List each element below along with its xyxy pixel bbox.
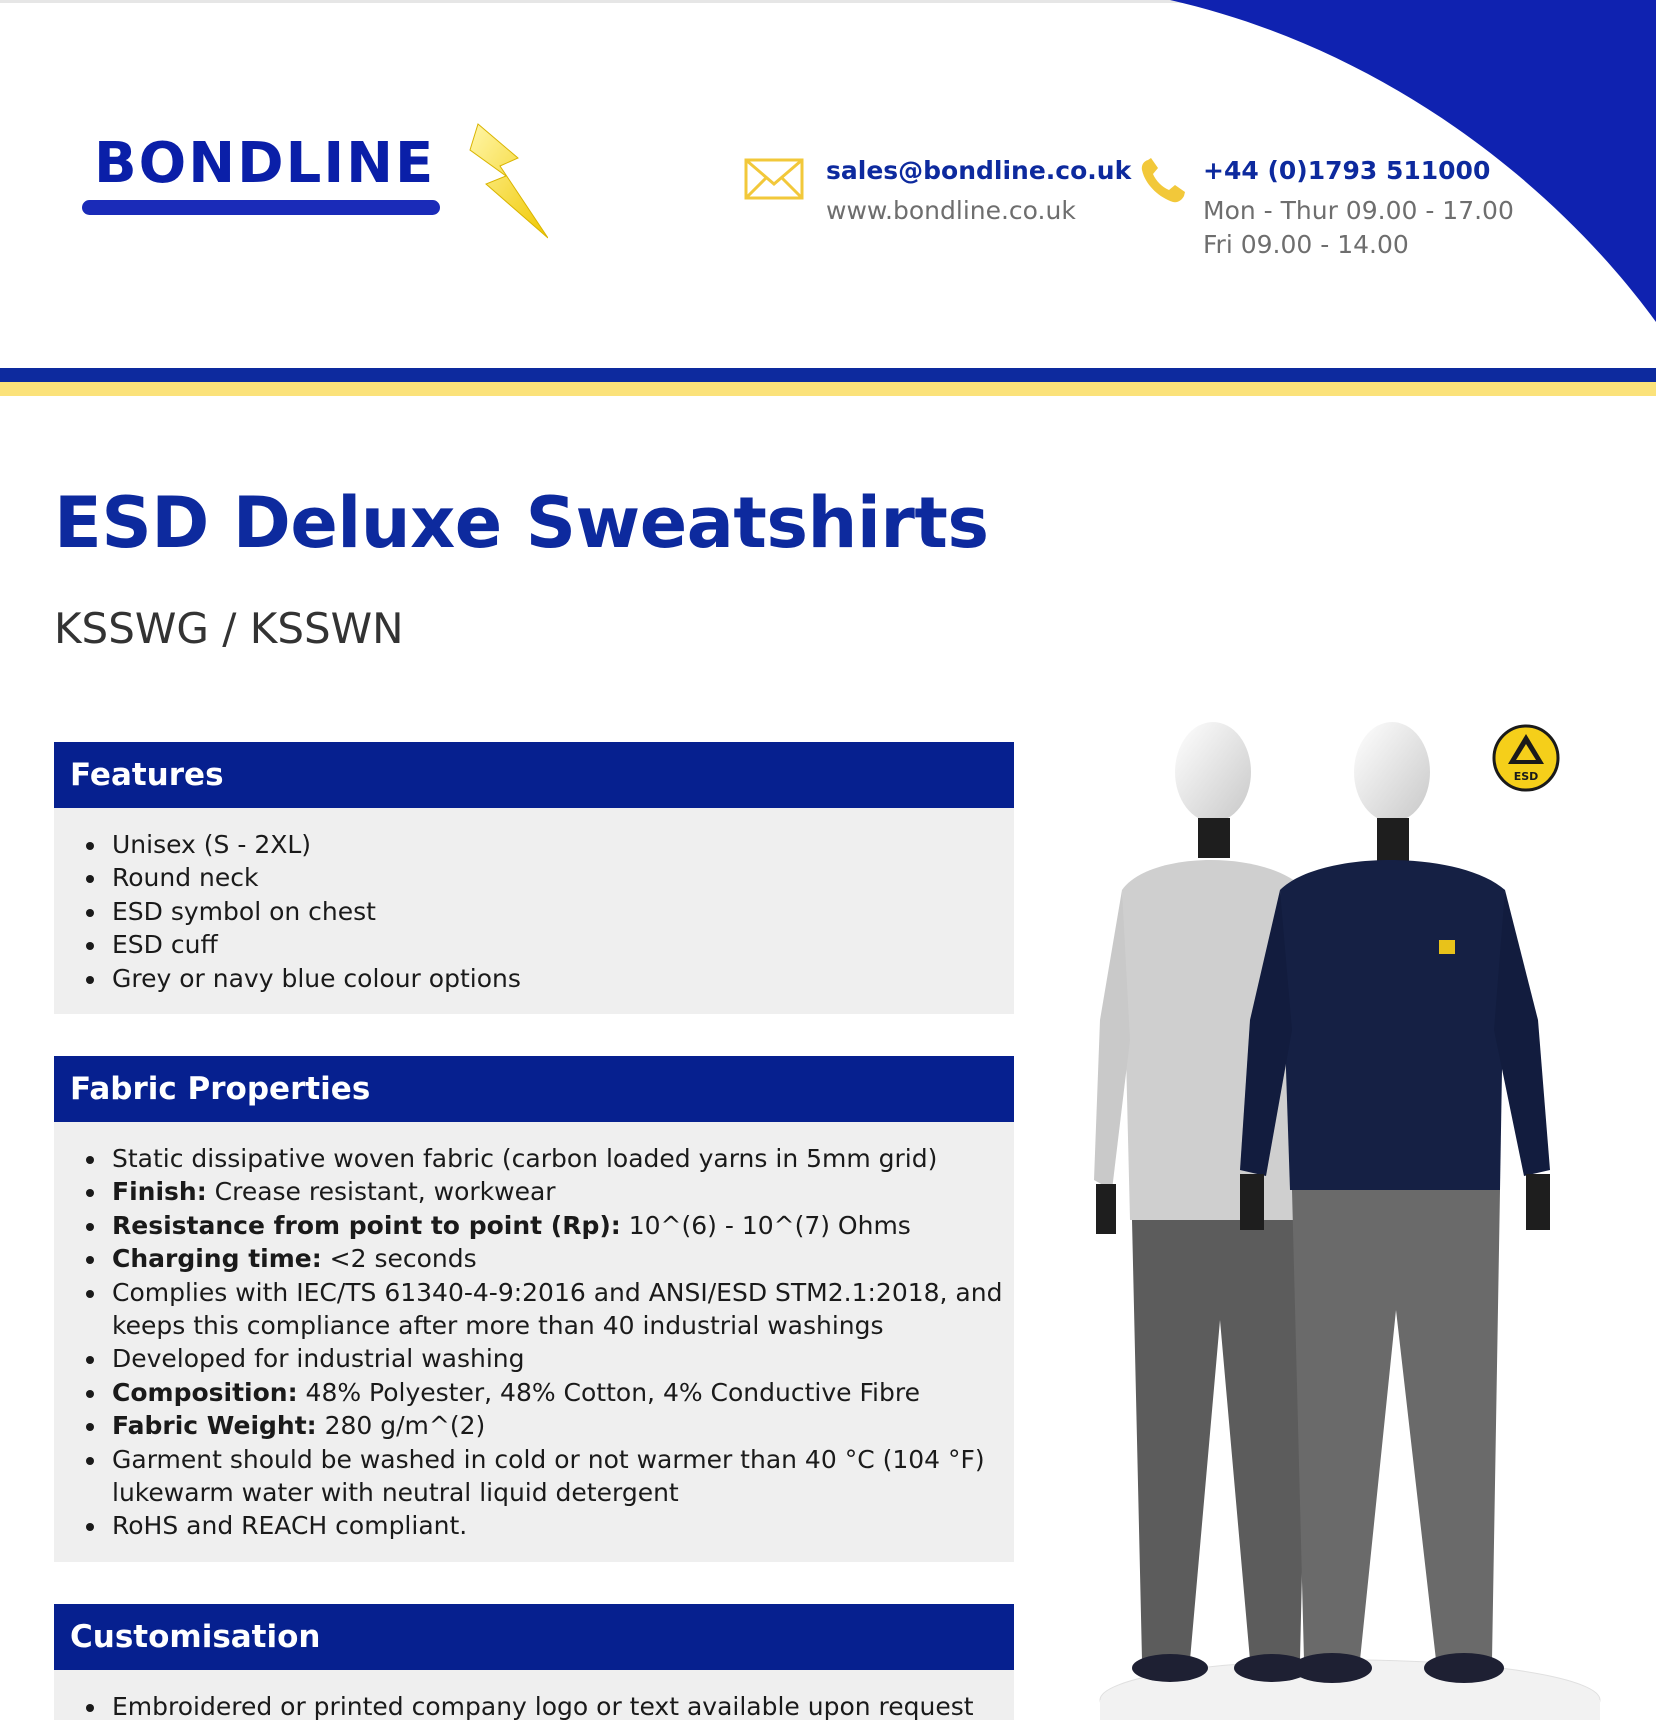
property-label: Charging time:	[112, 1244, 322, 1274]
phone-number[interactable]: +44 (0)1793 511000	[1203, 156, 1491, 185]
property-value: 48% Polyester, 48% Cotton, 4% Conductive Fibre	[297, 1377, 920, 1407]
esd-badge-label: ESD	[1513, 770, 1539, 783]
list-item	[112, 1175, 1014, 1208]
property-value: Static dissipative woven fabric (carbon loaded yarns in 5mm grid)	[112, 1144, 938, 1173]
list-item	[112, 1276, 1014, 1343]
property-label: Finish:	[112, 1177, 207, 1207]
property-value: Developed for industrial washing	[112, 1344, 525, 1374]
customisation-heading: Customisation	[54, 1604, 1014, 1670]
list-item	[112, 1443, 1014, 1510]
logo-wordmark: BONDLINE	[94, 131, 436, 196]
esd-warning-icon	[1492, 724, 1560, 792]
header-divider-yellow	[0, 382, 1656, 396]
email-link[interactable]: sales@bondline.co.uk	[826, 156, 1132, 185]
features-list	[54, 808, 1014, 1015]
features-heading: Features	[54, 742, 1014, 808]
fabric-properties-heading: Fabric Properties	[54, 1056, 1014, 1122]
opening-hours-weekdays: Mon - Thur 09.00 - 17.00	[1203, 196, 1514, 225]
property-value: Complies with IEC/TS 61340-4-9:2016 and ANSI/ESD STM2.1:2018, and keeps this compliance after more than 40 industrial washings	[112, 1277, 1003, 1341]
property-value: <2 seconds	[321, 1244, 477, 1274]
phone-icon	[1138, 156, 1188, 206]
logo-underline	[82, 200, 440, 215]
page-title: ESD Deluxe Sweatshirts	[54, 482, 989, 564]
property-label: Resistance from point to point (Rp):	[112, 1210, 621, 1240]
list-item	[112, 1142, 1014, 1175]
list-item	[112, 1342, 1014, 1375]
list-item	[112, 1242, 1014, 1275]
opening-hours-friday: Fri 09.00 - 14.00	[1203, 230, 1409, 259]
list-item: Unisex (S - 2XL)	[112, 828, 1014, 861]
list-item: Grey or navy blue colour options	[112, 962, 1014, 995]
list-item: ESD symbol on chest	[112, 895, 1014, 928]
fabric-properties-list	[54, 1122, 1014, 1563]
property-value: Garment should be washed in cold or not warmer than 40 °C (104 °F) lukewarm water with neutral liquid detergent	[112, 1444, 985, 1508]
list-item: Round neck	[112, 861, 1014, 894]
features-section	[54, 742, 1014, 1014]
product-codes: KSSWG / KSSWN	[54, 604, 404, 653]
envelope-icon	[744, 158, 804, 200]
property-value: RoHS and REACH compliant.	[112, 1511, 468, 1541]
fabric-properties-section	[54, 1056, 1014, 1562]
property-value: Crease resistant, workwear	[206, 1177, 556, 1207]
header-divider-blue	[0, 368, 1656, 382]
list-item	[112, 1209, 1014, 1242]
list-item: Embroidered or printed company logo or text available upon request	[112, 1690, 1014, 1720]
product-mannequins-image	[1060, 700, 1620, 1720]
property-label: Composition:	[112, 1377, 298, 1407]
bondline-logo[interactable]	[78, 122, 538, 252]
website-link[interactable]: www.bondline.co.uk	[826, 196, 1076, 225]
lightning-bolt-icon	[448, 122, 548, 242]
property-value: 280 g/m^(2)	[316, 1411, 486, 1441]
list-item	[112, 1509, 1014, 1542]
list-item	[112, 1409, 1014, 1442]
property-label: Fabric Weight:	[112, 1411, 317, 1441]
list-item: ESD cuff	[112, 928, 1014, 961]
customisation-section	[54, 1604, 1014, 1720]
property-value: 10^(6) - 10^(7) Ohms	[620, 1210, 911, 1240]
list-item	[112, 1376, 1014, 1409]
customisation-list	[54, 1670, 1014, 1720]
